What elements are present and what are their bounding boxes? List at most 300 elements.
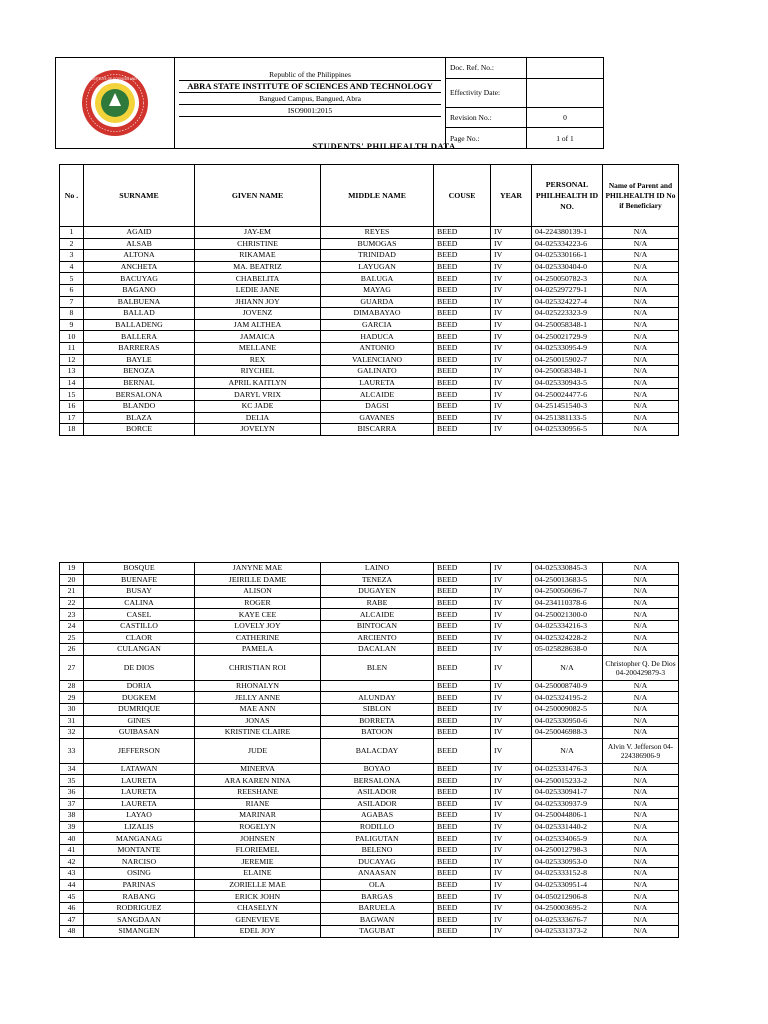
cell-year: IV bbox=[491, 227, 532, 239]
cell-no: 40 bbox=[60, 833, 84, 845]
cell-parent: N/A bbox=[603, 844, 679, 856]
cell-parent: N/A bbox=[603, 715, 679, 727]
cell-surname: DE DIOS bbox=[84, 655, 195, 680]
cell-course: BEED bbox=[434, 563, 491, 575]
cell-year: IV bbox=[491, 680, 532, 692]
cell-year: IV bbox=[491, 284, 532, 296]
iso-line: ISO9001:2015 bbox=[179, 104, 441, 117]
col-course: COUSE bbox=[434, 165, 491, 227]
cell-given-name: MARINAR bbox=[195, 810, 321, 822]
cell-course: BEED bbox=[434, 586, 491, 598]
cell-course: BEED bbox=[434, 644, 491, 656]
cell-year: IV bbox=[491, 273, 532, 285]
cell-middle-name: AGABAS bbox=[321, 810, 434, 822]
cell-no: 37 bbox=[60, 798, 84, 810]
table-row bbox=[60, 238, 679, 250]
cell-year: IV bbox=[491, 609, 532, 621]
cell-no: 25 bbox=[60, 632, 84, 644]
cell-course: BEED bbox=[434, 775, 491, 787]
cell-middle-name: BOYAO bbox=[321, 763, 434, 775]
cell-no: 21 bbox=[60, 586, 84, 598]
cell-parent: N/A bbox=[603, 563, 679, 575]
cell-middle-name: BARGAS bbox=[321, 891, 434, 903]
cell-year: IV bbox=[491, 261, 532, 273]
cell-personal-id: 04-250008740-9 bbox=[532, 680, 603, 692]
cell-personal-id: 04-025223323-9 bbox=[532, 308, 603, 320]
cell-middle-name: HADUCA bbox=[321, 331, 434, 343]
table-row bbox=[60, 574, 679, 586]
cell-no: 41 bbox=[60, 844, 84, 856]
table-row bbox=[60, 319, 679, 331]
table-row bbox=[60, 342, 679, 354]
cell-surname: OSING bbox=[84, 868, 195, 880]
cell-course: BEED bbox=[434, 891, 491, 903]
cell-course: BEED bbox=[434, 844, 491, 856]
cell-middle-name: SIBLON bbox=[321, 703, 434, 715]
cell-no: 10 bbox=[60, 331, 84, 343]
cell-no: 26 bbox=[60, 644, 84, 656]
cell-parent: N/A bbox=[603, 424, 679, 436]
cell-surname: SIMANGEN bbox=[84, 926, 195, 938]
table-row bbox=[60, 844, 679, 856]
cell-parent: N/A bbox=[603, 914, 679, 926]
table-row bbox=[60, 775, 679, 787]
cell-personal-id: 04-250021729-9 bbox=[532, 331, 603, 343]
cell-given-name: ROGER bbox=[195, 597, 321, 609]
cell-surname: MANGANAG bbox=[84, 833, 195, 845]
cell-given-name: MELLANE bbox=[195, 342, 321, 354]
table-row bbox=[60, 763, 679, 775]
cell-personal-id: 04-025330950-6 bbox=[532, 715, 603, 727]
cell-year: IV bbox=[491, 620, 532, 632]
cell-no: 30 bbox=[60, 703, 84, 715]
cell-given-name: LEDIE JANE bbox=[195, 284, 321, 296]
cell-middle-name: VALENCIANO bbox=[321, 354, 434, 366]
students-table-2 bbox=[59, 562, 679, 938]
cell-given-name: JEREMIE bbox=[195, 856, 321, 868]
table-row bbox=[60, 620, 679, 632]
cell-middle-name: BALUGA bbox=[321, 273, 434, 285]
cell-course: BEED bbox=[434, 914, 491, 926]
cell-middle-name: TRINIDAD bbox=[321, 250, 434, 262]
table-row bbox=[60, 856, 679, 868]
cell-personal-id: 04-250021300-0 bbox=[532, 609, 603, 621]
cell-personal-id: 04-250050696-7 bbox=[532, 586, 603, 598]
logo-cell bbox=[56, 58, 175, 149]
cell-year: IV bbox=[491, 250, 532, 262]
cell-surname: BALBUENA bbox=[84, 296, 195, 308]
cell-middle-name: LAURETA bbox=[321, 377, 434, 389]
cell-no: 4 bbox=[60, 261, 84, 273]
cell-no: 14 bbox=[60, 377, 84, 389]
table-row bbox=[60, 821, 679, 833]
table-row bbox=[60, 284, 679, 296]
col-personal-id: PERSONAL PHILHEALTH ID NO. bbox=[532, 165, 603, 227]
cell-no: 20 bbox=[60, 574, 84, 586]
table-row bbox=[60, 644, 679, 656]
cell-personal-id: 04-025330166-1 bbox=[532, 250, 603, 262]
cell-parent: N/A bbox=[603, 609, 679, 621]
cell-no: 13 bbox=[60, 366, 84, 378]
cell-given-name: ALISON bbox=[195, 586, 321, 598]
cell-given-name: ELAINE bbox=[195, 868, 321, 880]
table-row bbox=[60, 597, 679, 609]
cell-surname: BOSQUE bbox=[84, 563, 195, 575]
col-middle-name: MIDDLE NAME bbox=[321, 165, 434, 227]
cell-course: BEED bbox=[434, 727, 491, 739]
cell-middle-name: ASILADOR bbox=[321, 786, 434, 798]
cell-parent: N/A bbox=[603, 574, 679, 586]
table-row bbox=[60, 563, 679, 575]
cell-parent: N/A bbox=[603, 273, 679, 285]
campus-line: Bangued Campus, Bangued, Abra bbox=[259, 93, 361, 103]
cell-parent: N/A bbox=[603, 354, 679, 366]
cell-no: 19 bbox=[60, 563, 84, 575]
logo-ring-text: ABRA STATE INSTITUTE OF SCIENCES AND TECHNOLOGY bbox=[70, 77, 160, 81]
cell-year: IV bbox=[491, 703, 532, 715]
cell-surname: CASEL bbox=[84, 609, 195, 621]
cell-no: 47 bbox=[60, 914, 84, 926]
cell-course: BEED bbox=[434, 763, 491, 775]
cell-no: 2 bbox=[60, 238, 84, 250]
cell-given-name: ARA KAREN NINA bbox=[195, 775, 321, 787]
table-row bbox=[60, 786, 679, 798]
cell-personal-id: 04-251381133-5 bbox=[532, 412, 603, 424]
cell-surname: BUENAFE bbox=[84, 574, 195, 586]
cell-year: IV bbox=[491, 763, 532, 775]
cell-surname: LAURETA bbox=[84, 786, 195, 798]
cell-middle-name: BINTOCAN bbox=[321, 620, 434, 632]
cell-no: 36 bbox=[60, 786, 84, 798]
table-row bbox=[60, 389, 679, 401]
cell-surname: BENOZA bbox=[84, 366, 195, 378]
cell-parent: N/A bbox=[603, 727, 679, 739]
cell-surname: BORCE bbox=[84, 424, 195, 436]
cell-course: BEED bbox=[434, 273, 491, 285]
cell-course: BEED bbox=[434, 319, 491, 331]
cell-personal-id: 04-250012798-3 bbox=[532, 844, 603, 856]
cell-surname: JEFFERSON bbox=[84, 738, 195, 763]
cell-no: 17 bbox=[60, 412, 84, 424]
cell-given-name: ROGELYN bbox=[195, 821, 321, 833]
cell-personal-id: 04-025334223-6 bbox=[532, 238, 603, 250]
cell-middle-name: GAVANES bbox=[321, 412, 434, 424]
cell-personal-id: 04-250024477-6 bbox=[532, 389, 603, 401]
cell-course: BEED bbox=[434, 296, 491, 308]
cell-surname: GUIBASAN bbox=[84, 727, 195, 739]
cell-given-name: KAYE CEE bbox=[195, 609, 321, 621]
cell-surname: CASTILLO bbox=[84, 620, 195, 632]
table-row bbox=[60, 250, 679, 262]
cell-year: IV bbox=[491, 238, 532, 250]
cell-middle-name: BATOON bbox=[321, 727, 434, 739]
cell-course: BEED bbox=[434, 354, 491, 366]
cell-given-name: CHRISTIAN ROI bbox=[195, 655, 321, 680]
cell-no: 18 bbox=[60, 424, 84, 436]
cell-parent: N/A bbox=[603, 586, 679, 598]
cell-middle-name: GUARDA bbox=[321, 296, 434, 308]
cell-personal-id: 04-025330845-3 bbox=[532, 563, 603, 575]
cell-year: IV bbox=[491, 644, 532, 656]
doc-ref-label: Doc. Ref. No.: bbox=[446, 58, 527, 79]
cell-no: 6 bbox=[60, 284, 84, 296]
table-row bbox=[60, 412, 679, 424]
cell-given-name: JANYNE MAE bbox=[195, 563, 321, 575]
cell-year: IV bbox=[491, 655, 532, 680]
col-year: YEAR bbox=[491, 165, 532, 227]
cell-year: IV bbox=[491, 891, 532, 903]
cell-course: BEED bbox=[434, 856, 491, 868]
cell-personal-id: 04-025330956-5 bbox=[532, 424, 603, 436]
cell-parent: N/A bbox=[603, 261, 679, 273]
cell-parent: N/A bbox=[603, 775, 679, 787]
cell-year: IV bbox=[491, 574, 532, 586]
cell-given-name: KRISTINE CLAIRE bbox=[195, 727, 321, 739]
cell-year: IV bbox=[491, 914, 532, 926]
cell-given-name: REESHANE bbox=[195, 786, 321, 798]
cell-surname: RODRIGUEZ bbox=[84, 902, 195, 914]
cell-middle-name: DIMABAYAO bbox=[321, 308, 434, 320]
cell-middle-name: DUCAYAG bbox=[321, 856, 434, 868]
cell-year: IV bbox=[491, 632, 532, 644]
page-value: 1 of 1 bbox=[527, 128, 604, 149]
cell-personal-id: 04-250009082-5 bbox=[532, 703, 603, 715]
cell-parent: N/A bbox=[603, 389, 679, 401]
cell-personal-id: 04-025324228-2 bbox=[532, 632, 603, 644]
cell-no: 12 bbox=[60, 354, 84, 366]
cell-given-name: RIANE bbox=[195, 798, 321, 810]
cell-parent: Christopher Q. De Dios 04-200429879-3 bbox=[603, 655, 679, 680]
table-row bbox=[60, 868, 679, 880]
cell-middle-name: ALUNDAY bbox=[321, 692, 434, 704]
effectivity-value bbox=[527, 78, 604, 107]
cell-surname: CALINA bbox=[84, 597, 195, 609]
cell-no: 23 bbox=[60, 609, 84, 621]
cell-personal-id: 04-025330954-9 bbox=[532, 342, 603, 354]
cell-course: BEED bbox=[434, 250, 491, 262]
cell-course: BEED bbox=[434, 366, 491, 378]
cell-year: IV bbox=[491, 833, 532, 845]
cell-course: BEED bbox=[434, 798, 491, 810]
table-row bbox=[60, 424, 679, 436]
cell-year: IV bbox=[491, 868, 532, 880]
cell-course: BEED bbox=[434, 284, 491, 296]
cell-personal-id: 04-234110378-6 bbox=[532, 597, 603, 609]
cell-given-name: JAY-EM bbox=[195, 227, 321, 239]
cell-surname: MONTANTE bbox=[84, 844, 195, 856]
cell-surname: BALLADENG bbox=[84, 319, 195, 331]
table-row bbox=[60, 703, 679, 715]
cell-parent: N/A bbox=[603, 342, 679, 354]
cell-middle-name: ANTONIO bbox=[321, 342, 434, 354]
cell-personal-id: 04-251451540-3 bbox=[532, 400, 603, 412]
cell-given-name: CHASELYN bbox=[195, 902, 321, 914]
cell-no: 28 bbox=[60, 680, 84, 692]
cell-personal-id: 04-025333676-7 bbox=[532, 914, 603, 926]
page-title: STUDENTS' PHILHEALTH DATA bbox=[312, 141, 456, 151]
cell-year: IV bbox=[491, 389, 532, 401]
cell-surname: LATAWAN bbox=[84, 763, 195, 775]
cell-middle-name: ASILADOR bbox=[321, 798, 434, 810]
table-row bbox=[60, 632, 679, 644]
cell-year: IV bbox=[491, 786, 532, 798]
cell-no: 15 bbox=[60, 389, 84, 401]
cell-no: 5 bbox=[60, 273, 84, 285]
cell-surname: BLANDO bbox=[84, 400, 195, 412]
cell-year: IV bbox=[491, 412, 532, 424]
cell-course: BEED bbox=[434, 308, 491, 320]
table-row bbox=[60, 609, 679, 621]
cell-year: IV bbox=[491, 692, 532, 704]
cell-middle-name: ARCIENTO bbox=[321, 632, 434, 644]
cell-given-name: RHONALYN bbox=[195, 680, 321, 692]
cell-parent: N/A bbox=[603, 810, 679, 822]
cell-no: 16 bbox=[60, 400, 84, 412]
cell-course: BEED bbox=[434, 655, 491, 680]
cell-personal-id: N/A bbox=[532, 655, 603, 680]
cell-parent: N/A bbox=[603, 902, 679, 914]
cell-parent: N/A bbox=[603, 891, 679, 903]
table-row bbox=[60, 331, 679, 343]
revision-value: 0 bbox=[527, 107, 604, 128]
cell-no: 38 bbox=[60, 810, 84, 822]
cell-surname: ALSAB bbox=[84, 238, 195, 250]
cell-no: 48 bbox=[60, 926, 84, 938]
cell-surname: BALLERA bbox=[84, 331, 195, 343]
cell-middle-name: BAGWAN bbox=[321, 914, 434, 926]
cell-given-name: JHIANN JOY bbox=[195, 296, 321, 308]
cell-given-name: JUDE bbox=[195, 738, 321, 763]
cell-course: BEED bbox=[434, 821, 491, 833]
cell-parent: N/A bbox=[603, 366, 679, 378]
cell-parent: N/A bbox=[603, 703, 679, 715]
cell-surname: RABANG bbox=[84, 891, 195, 903]
cell-parent: N/A bbox=[603, 763, 679, 775]
cell-personal-id: 04-025330941-7 bbox=[532, 786, 603, 798]
table-row bbox=[60, 810, 679, 822]
cell-surname: NARCISO bbox=[84, 856, 195, 868]
cell-surname: DUMRIQUE bbox=[84, 703, 195, 715]
cell-middle-name: BARUELA bbox=[321, 902, 434, 914]
cell-middle-name: OLA bbox=[321, 879, 434, 891]
table-body-1 bbox=[60, 227, 679, 436]
cell-given-name: JELLY ANNE bbox=[195, 692, 321, 704]
institution-block bbox=[175, 58, 446, 149]
cell-no: 43 bbox=[60, 868, 84, 880]
table-row bbox=[60, 680, 679, 692]
table-row bbox=[60, 902, 679, 914]
cell-year: IV bbox=[491, 400, 532, 412]
table-row bbox=[60, 400, 679, 412]
cell-middle-name: ALCAIDE bbox=[321, 389, 434, 401]
col-given-name: GIVEN NAME bbox=[195, 165, 321, 227]
cell-year: IV bbox=[491, 366, 532, 378]
cell-personal-id: 04-250013683-5 bbox=[532, 574, 603, 586]
cell-course: BEED bbox=[434, 868, 491, 880]
cell-parent: N/A bbox=[603, 926, 679, 938]
col-parent: Name of Parent and PHILHEALTH ID No if Beneficiary bbox=[603, 165, 679, 227]
cell-no: 35 bbox=[60, 775, 84, 787]
cell-personal-id: 04-025330937-9 bbox=[532, 798, 603, 810]
cell-personal-id: N/A bbox=[532, 738, 603, 763]
cell-personal-id: 04-025297279-1 bbox=[532, 284, 603, 296]
cell-year: IV bbox=[491, 810, 532, 822]
cell-personal-id: 04-025330953-0 bbox=[532, 856, 603, 868]
table-row bbox=[60, 715, 679, 727]
table-row bbox=[60, 914, 679, 926]
cell-middle-name: BALACDAY bbox=[321, 738, 434, 763]
cell-personal-id: 04-025331373-2 bbox=[532, 926, 603, 938]
cell-parent: N/A bbox=[603, 644, 679, 656]
cell-parent: N/A bbox=[603, 296, 679, 308]
cell-no: 1 bbox=[60, 227, 84, 239]
cell-parent: N/A bbox=[603, 400, 679, 412]
cell-given-name: KC JADE bbox=[195, 400, 321, 412]
cell-given-name: JOVELYN bbox=[195, 424, 321, 436]
cell-given-name: ERICK JOHN bbox=[195, 891, 321, 903]
cell-personal-id: 04-025331476-3 bbox=[532, 763, 603, 775]
cell-parent: Alvin V. Jefferson 04-224386906-9 bbox=[603, 738, 679, 763]
cell-parent: N/A bbox=[603, 786, 679, 798]
cell-course: BEED bbox=[434, 632, 491, 644]
cell-year: IV bbox=[491, 319, 532, 331]
cell-course: BEED bbox=[434, 738, 491, 763]
cell-parent: N/A bbox=[603, 319, 679, 331]
cell-course: BEED bbox=[434, 692, 491, 704]
effectivity-label: Effectivity Date: bbox=[446, 78, 527, 107]
cell-given-name: JONAS bbox=[195, 715, 321, 727]
cell-given-name: REX bbox=[195, 354, 321, 366]
cell-year: IV bbox=[491, 856, 532, 868]
cell-no: 29 bbox=[60, 692, 84, 704]
table-row bbox=[60, 738, 679, 763]
cell-middle-name: TENEZA bbox=[321, 574, 434, 586]
cell-no: 7 bbox=[60, 296, 84, 308]
cell-given-name: RIYCHEL bbox=[195, 366, 321, 378]
cell-given-name: CHRISTINE bbox=[195, 238, 321, 250]
cell-parent: N/A bbox=[603, 821, 679, 833]
cell-given-name: MINERVA bbox=[195, 763, 321, 775]
cell-surname: GINES bbox=[84, 715, 195, 727]
cell-given-name: RIKAMAE bbox=[195, 250, 321, 262]
cell-parent: N/A bbox=[603, 856, 679, 868]
cell-surname: BLAZA bbox=[84, 412, 195, 424]
cell-parent: N/A bbox=[603, 833, 679, 845]
cell-surname: BAYLE bbox=[84, 354, 195, 366]
cell-year: IV bbox=[491, 586, 532, 598]
cell-middle-name: BLEN bbox=[321, 655, 434, 680]
cell-given-name: EDEL JOY bbox=[195, 926, 321, 938]
cell-given-name: LOVELY JOY bbox=[195, 620, 321, 632]
cell-course: BEED bbox=[434, 703, 491, 715]
cell-no: 24 bbox=[60, 620, 84, 632]
cell-surname: LIZALIS bbox=[84, 821, 195, 833]
table-row bbox=[60, 833, 679, 845]
cell-year: IV bbox=[491, 296, 532, 308]
cell-middle-name bbox=[321, 680, 434, 692]
table-row bbox=[60, 586, 679, 598]
cell-course: BEED bbox=[434, 227, 491, 239]
cell-year: IV bbox=[491, 879, 532, 891]
cell-year: IV bbox=[491, 775, 532, 787]
cell-year: IV bbox=[491, 597, 532, 609]
cell-course: BEED bbox=[434, 574, 491, 586]
cell-parent: N/A bbox=[603, 620, 679, 632]
cell-middle-name: GALINATO bbox=[321, 366, 434, 378]
cell-surname: CULANGAN bbox=[84, 644, 195, 656]
cell-surname: PARINAS bbox=[84, 879, 195, 891]
institution-logo bbox=[70, 68, 160, 138]
